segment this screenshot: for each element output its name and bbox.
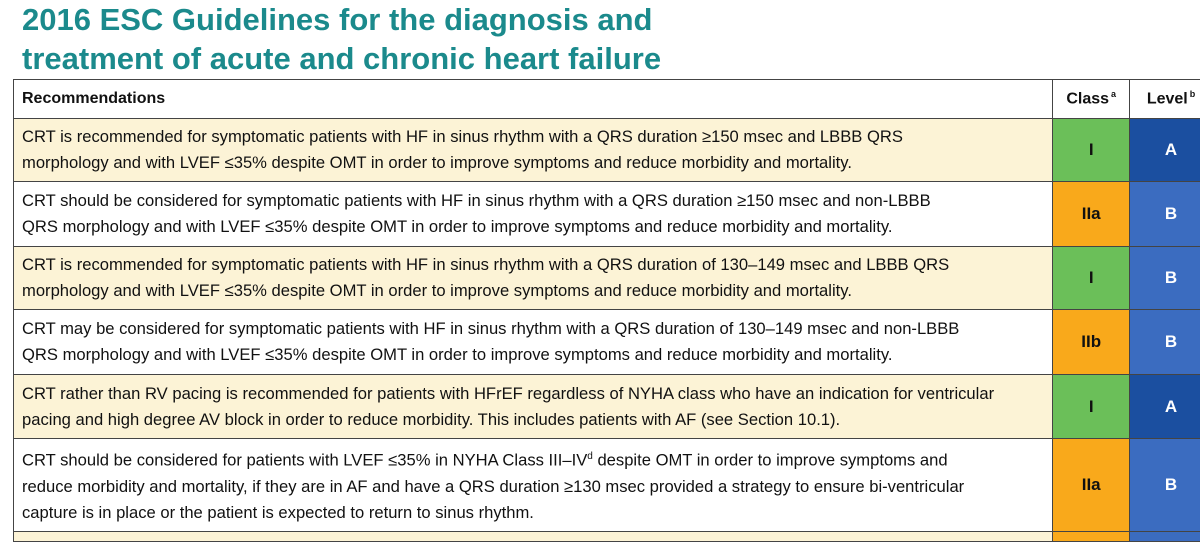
- footnote-marker: d: [587, 451, 593, 462]
- level-cell: B: [1130, 439, 1200, 532]
- table-row: [14, 375, 1200, 439]
- level-cell: A: [1130, 119, 1200, 182]
- recommendation-text: CRT may be considered for symptomatic patients with HF in sinus rhythm with a QRS duration of 130–149 msec and non-LBBB QRS morphology and with LVEF ≤35% despite OMT in order to improve symptoms and reduce morbidity and mortality.: [14, 310, 1053, 375]
- recommendation-text: CRT is recommended for symptomatic patients with HF in sinus rhythm with a QRS duration ≥150 msec and LBBB QRS morphology and with LVEF ≤35% despite OMT in order to improve symptoms and reduce morbidity and mortality.: [14, 119, 1053, 182]
- table-row: [14, 247, 1200, 310]
- recommendations-table: [13, 79, 1200, 542]
- title-line-2: treatment of acute and chronic heart failure: [22, 39, 661, 78]
- table-header-row: [14, 80, 1200, 119]
- recommendation-text: CRT should be considered for symptomatic patients with HF in sinus rhythm with a QRS duration ≥150 msec and non-LBBB QRS morphology and with LVEF ≤35% despite OMT in order to improve symptoms and reduce morbidity and mortality.: [14, 182, 1053, 247]
- class-cell: IIa: [1053, 182, 1130, 247]
- header-class: Class $^a$: [1053, 80, 1130, 119]
- table-row: [14, 439, 1200, 532]
- table-row: [14, 182, 1200, 247]
- level-cell: B: [1130, 310, 1200, 375]
- level-cell: A: [1130, 375, 1200, 439]
- level-cell: B: [1130, 247, 1200, 310]
- class-cell: IIb: [1053, 310, 1130, 375]
- document-title: [22, 0, 661, 78]
- recommendation-text: CRT is recommended for symptomatic patients with HF in sinus rhythm with a QRS duration of 130–149 msec and LBBB QRS morphology and with LVEF ≤35% despite OMT in order to improve symptoms and reduce morbidity and mortality.: [14, 247, 1053, 310]
- class-cell: I: [1053, 375, 1130, 439]
- table-row: [14, 119, 1200, 182]
- recommendation-text: CRT should be considered for patients with LVEF ≤35% in NYHA Class III–$IV^d$ despite OMT in order to improve symptoms and reduce morbidity and mortality, if they are in AF and have a QRS duration ≥130 msec provided a strategy to ensure bi-ventricular capture is in place or the patient is expected to return to sinus rhythm.: [14, 439, 1053, 532]
- class-cell: I: [1053, 119, 1130, 182]
- header-level: Level $^b$: [1130, 80, 1200, 119]
- recommendation-text: CRT rather than RV pacing is recommended for patients with HFrEF regardless of NYHA class who have an indication for ventricular pacing and high degree AV block in order to reduce morbidity. This includes patients with AF (see Section 10.1).: [14, 375, 1053, 439]
- title-line-1: 2016 ESC Guidelines for the diagnosis and: [22, 0, 661, 39]
- table-row: [14, 310, 1200, 375]
- level-cell: B: [1130, 182, 1200, 247]
- class-cell: I: [1053, 247, 1130, 310]
- header-recommendations: Recommendations: [14, 80, 1053, 119]
- class-cell: IIa: [1053, 439, 1130, 532]
